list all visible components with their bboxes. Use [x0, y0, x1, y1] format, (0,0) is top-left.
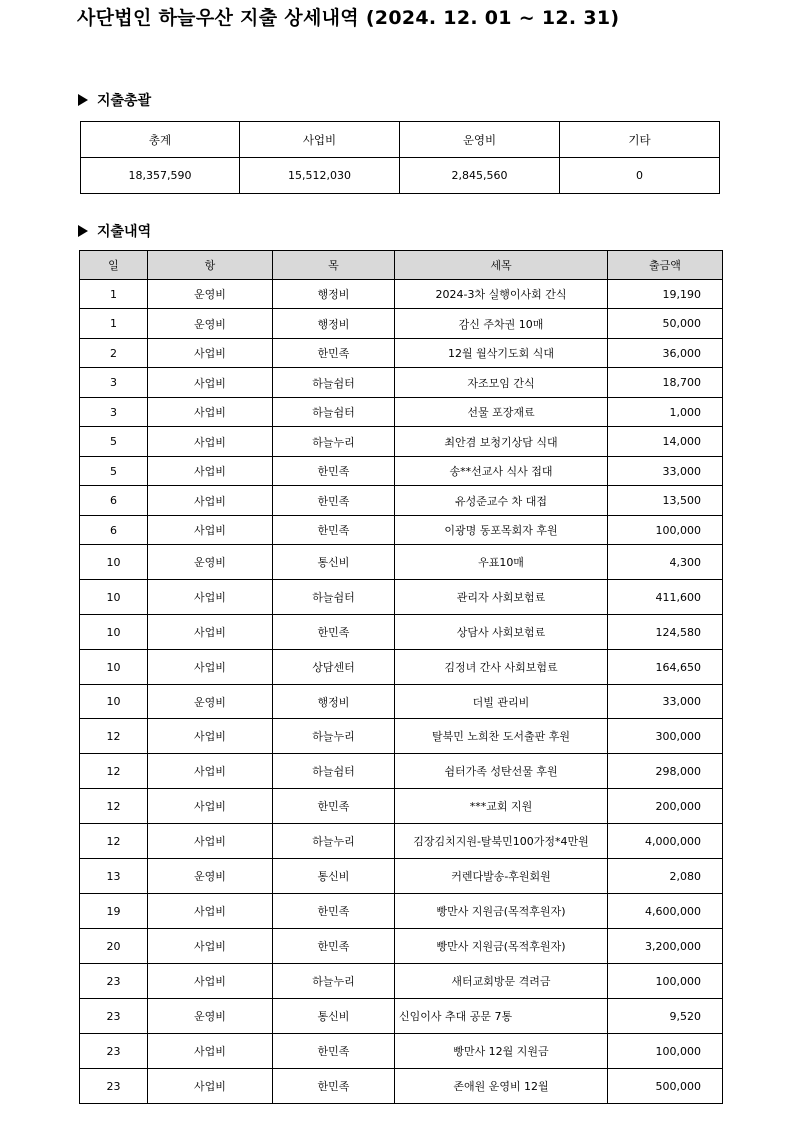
summary-header-other: 기타 — [560, 122, 720, 158]
cell-item: 하늘누리 — [273, 719, 395, 754]
cell-day: 10 — [80, 650, 148, 685]
cell-day: 6 — [80, 486, 148, 516]
cell-category: 운영비 — [148, 685, 273, 719]
cell-day: 20 — [80, 929, 148, 964]
cell-subitem: 자조모임 간식 — [395, 368, 608, 398]
summary-value-row — [81, 158, 720, 194]
cell-amount: 411,600 — [608, 580, 723, 615]
summary-section-heading — [78, 90, 151, 110]
cell-subitem: 2024-3차 실행이사회 간식 — [395, 280, 608, 309]
cell-item: 통신비 — [273, 999, 395, 1034]
table-row — [80, 457, 723, 486]
cell-day: 23 — [80, 1034, 148, 1069]
table-row — [80, 1069, 723, 1104]
cell-subitem: 관리자 사회보험료 — [395, 580, 608, 615]
cell-category: 사업비 — [148, 1034, 273, 1069]
header-day: 일 — [80, 251, 148, 280]
cell-category: 사업비 — [148, 486, 273, 516]
cell-day: 12 — [80, 719, 148, 754]
table-row — [80, 964, 723, 999]
cell-category: 사업비 — [148, 1069, 273, 1104]
cell-amount: 14,000 — [608, 427, 723, 457]
cell-day: 12 — [80, 789, 148, 824]
cell-category: 운영비 — [148, 859, 273, 894]
header-amount: 출금액 — [608, 251, 723, 280]
cell-item: 한민족 — [273, 457, 395, 486]
summary-value-total: 18,357,590 — [81, 158, 240, 194]
details-section-heading — [78, 221, 151, 241]
cell-item: 한민족 — [273, 1069, 395, 1104]
cell-category: 사업비 — [148, 368, 273, 398]
cell-amount: 18,700 — [608, 368, 723, 398]
cell-subitem: 빵만사 지원금(목적후원자) — [395, 929, 608, 964]
summary-header-operating: 운영비 — [400, 122, 560, 158]
cell-subitem: 우표10매 — [395, 545, 608, 580]
cell-item: 행정비 — [273, 309, 395, 339]
cell-day: 23 — [80, 964, 148, 999]
cell-item: 한민족 — [273, 1034, 395, 1069]
cell-item: 행정비 — [273, 685, 395, 719]
cell-category: 사업비 — [148, 427, 273, 457]
cell-day: 19 — [80, 894, 148, 929]
cell-subitem: 유성준교수 차 대접 — [395, 486, 608, 516]
cell-amount: 100,000 — [608, 1034, 723, 1069]
cell-day: 10 — [80, 615, 148, 650]
cell-amount: 13,500 — [608, 486, 723, 516]
summary-header-business: 사업비 — [240, 122, 400, 158]
cell-day: 1 — [80, 280, 148, 309]
cell-subitem: 선물 포장재료 — [395, 398, 608, 427]
cell-subitem: 새터교회방문 격려금 — [395, 964, 608, 999]
table-row — [80, 1034, 723, 1069]
cell-subitem: 12월 월삭기도회 식대 — [395, 339, 608, 368]
cell-amount: 4,000,000 — [608, 824, 723, 859]
cell-amount: 9,520 — [608, 999, 723, 1034]
cell-item: 한민족 — [273, 929, 395, 964]
cell-category: 사업비 — [148, 894, 273, 929]
cell-subitem: 커렌다발송-후원회원 — [395, 859, 608, 894]
cell-day: 12 — [80, 824, 148, 859]
summary-header-total: 총계 — [81, 122, 240, 158]
cell-amount: 33,000 — [608, 685, 723, 719]
cell-item: 하늘쉼터 — [273, 368, 395, 398]
cell-category: 사업비 — [148, 580, 273, 615]
cell-amount: 33,000 — [608, 457, 723, 486]
cell-day: 10 — [80, 685, 148, 719]
cell-subitem: 송**선교사 식사 접대 — [395, 457, 608, 486]
cell-subitem: 빵만사 12월 지원금 — [395, 1034, 608, 1069]
cell-subitem: 쉼터가족 성탄선물 후원 — [395, 754, 608, 789]
cell-item: 하늘쉼터 — [273, 398, 395, 427]
cell-item: 한민족 — [273, 516, 395, 545]
cell-item: 한민족 — [273, 789, 395, 824]
summary-value-business: 15,512,030 — [240, 158, 400, 194]
summary-table — [80, 121, 720, 194]
table-row — [80, 685, 723, 719]
cell-item: 하늘쉼터 — [273, 580, 395, 615]
cell-item: 하늘쉼터 — [273, 754, 395, 789]
table-row — [80, 580, 723, 615]
cell-category: 사업비 — [148, 650, 273, 685]
table-row — [80, 516, 723, 545]
cell-subitem: 이광명 동포목회자 후원 — [395, 516, 608, 545]
cell-category: 사업비 — [148, 754, 273, 789]
cell-item: 한민족 — [273, 339, 395, 368]
cell-category: 사업비 — [148, 615, 273, 650]
cell-amount: 124,580 — [608, 615, 723, 650]
cell-amount: 3,200,000 — [608, 929, 723, 964]
cell-amount: 100,000 — [608, 964, 723, 999]
cell-subitem: 최안겸 보청기상담 식대 — [395, 427, 608, 457]
table-row — [80, 545, 723, 580]
table-row — [80, 486, 723, 516]
summary-value-operating: 2,845,560 — [400, 158, 560, 194]
cell-item: 통신비 — [273, 859, 395, 894]
cell-day: 1 — [80, 309, 148, 339]
cell-item: 하늘누리 — [273, 427, 395, 457]
cell-amount: 50,000 — [608, 309, 723, 339]
cell-amount: 1,000 — [608, 398, 723, 427]
cell-category: 운영비 — [148, 280, 273, 309]
cell-category: 운영비 — [148, 999, 273, 1034]
cell-category: 사업비 — [148, 824, 273, 859]
cell-subitem: 더빌 관리비 — [395, 685, 608, 719]
cell-day: 12 — [80, 754, 148, 789]
cell-day: 23 — [80, 1069, 148, 1104]
table-row — [80, 309, 723, 339]
cell-subitem: 김장김치지원-탈북민100가정*4만원 — [395, 824, 608, 859]
cell-day: 5 — [80, 457, 148, 486]
cell-amount: 200,000 — [608, 789, 723, 824]
cell-category: 사업비 — [148, 339, 273, 368]
table-row — [80, 824, 723, 859]
cell-amount: 164,650 — [608, 650, 723, 685]
table-row — [80, 999, 723, 1034]
header-category: 항 — [148, 251, 273, 280]
cell-category: 사업비 — [148, 516, 273, 545]
cell-subitem: 탈북민 노희찬 도서출판 후원 — [395, 719, 608, 754]
cell-item: 한민족 — [273, 894, 395, 929]
cell-day: 13 — [80, 859, 148, 894]
detail-header-row — [80, 251, 723, 280]
cell-amount: 4,600,000 — [608, 894, 723, 929]
cell-category: 운영비 — [148, 309, 273, 339]
cell-day: 10 — [80, 545, 148, 580]
triangle-bullet-icon — [78, 94, 88, 106]
table-row — [80, 427, 723, 457]
cell-day: 6 — [80, 516, 148, 545]
header-item: 목 — [273, 251, 395, 280]
cell-category: 사업비 — [148, 719, 273, 754]
cell-amount: 36,000 — [608, 339, 723, 368]
cell-subitem: 상담사 사회보험료 — [395, 615, 608, 650]
cell-day: 3 — [80, 368, 148, 398]
cell-item: 하늘누리 — [273, 964, 395, 999]
cell-day: 2 — [80, 339, 148, 368]
detail-table — [79, 250, 723, 1104]
cell-category: 사업비 — [148, 964, 273, 999]
triangle-bullet-icon — [78, 225, 88, 237]
cell-item: 통신비 — [273, 545, 395, 580]
cell-item: 한민족 — [273, 615, 395, 650]
table-row — [80, 859, 723, 894]
table-row — [80, 339, 723, 368]
cell-amount: 2,080 — [608, 859, 723, 894]
table-row — [80, 615, 723, 650]
cell-category: 사업비 — [148, 929, 273, 964]
cell-amount: 300,000 — [608, 719, 723, 754]
cell-item: 행정비 — [273, 280, 395, 309]
cell-amount: 19,190 — [608, 280, 723, 309]
cell-amount: 4,300 — [608, 545, 723, 580]
detail-body — [80, 280, 723, 1104]
cell-category: 사업비 — [148, 398, 273, 427]
cell-item: 한민족 — [273, 486, 395, 516]
cell-amount: 100,000 — [608, 516, 723, 545]
cell-item: 하늘누리 — [273, 824, 395, 859]
summary-header-row — [81, 122, 720, 158]
table-row — [80, 650, 723, 685]
summary-value-other: 0 — [560, 158, 720, 194]
cell-item: 상담센터 — [273, 650, 395, 685]
cell-amount: 500,000 — [608, 1069, 723, 1104]
cell-subitem: 존애원 운영비 12월 — [395, 1069, 608, 1104]
table-row — [80, 719, 723, 754]
cell-day: 10 — [80, 580, 148, 615]
table-row — [80, 789, 723, 824]
header-subitem: 세목 — [395, 251, 608, 280]
cell-subitem: ***교회 지원 — [395, 789, 608, 824]
cell-amount: 298,000 — [608, 754, 723, 789]
cell-category: 운영비 — [148, 545, 273, 580]
details-section-title: 지출내역 — [97, 224, 152, 240]
table-row — [80, 368, 723, 398]
cell-subitem: 김정녀 간사 사회보험료 — [395, 650, 608, 685]
cell-subitem: 신임이사 추대 공문 7통 — [395, 999, 608, 1034]
cell-day: 23 — [80, 999, 148, 1034]
table-row — [80, 754, 723, 789]
table-row — [80, 894, 723, 929]
cell-subitem: 빵만사 지원금(목적후원자) — [395, 894, 608, 929]
table-row — [80, 398, 723, 427]
page-title: 사단법인 하늘우산 지출 상세내역 (2024. 12. 01 ~ 12. 31) — [77, 7, 620, 29]
cell-day: 5 — [80, 427, 148, 457]
summary-section-title: 지출총괄 — [97, 93, 152, 109]
table-row — [80, 280, 723, 309]
cell-subitem: 감신 주차권 10매 — [395, 309, 608, 339]
cell-day: 3 — [80, 398, 148, 427]
table-row — [80, 929, 723, 964]
cell-category: 사업비 — [148, 789, 273, 824]
cell-category: 사업비 — [148, 457, 273, 486]
